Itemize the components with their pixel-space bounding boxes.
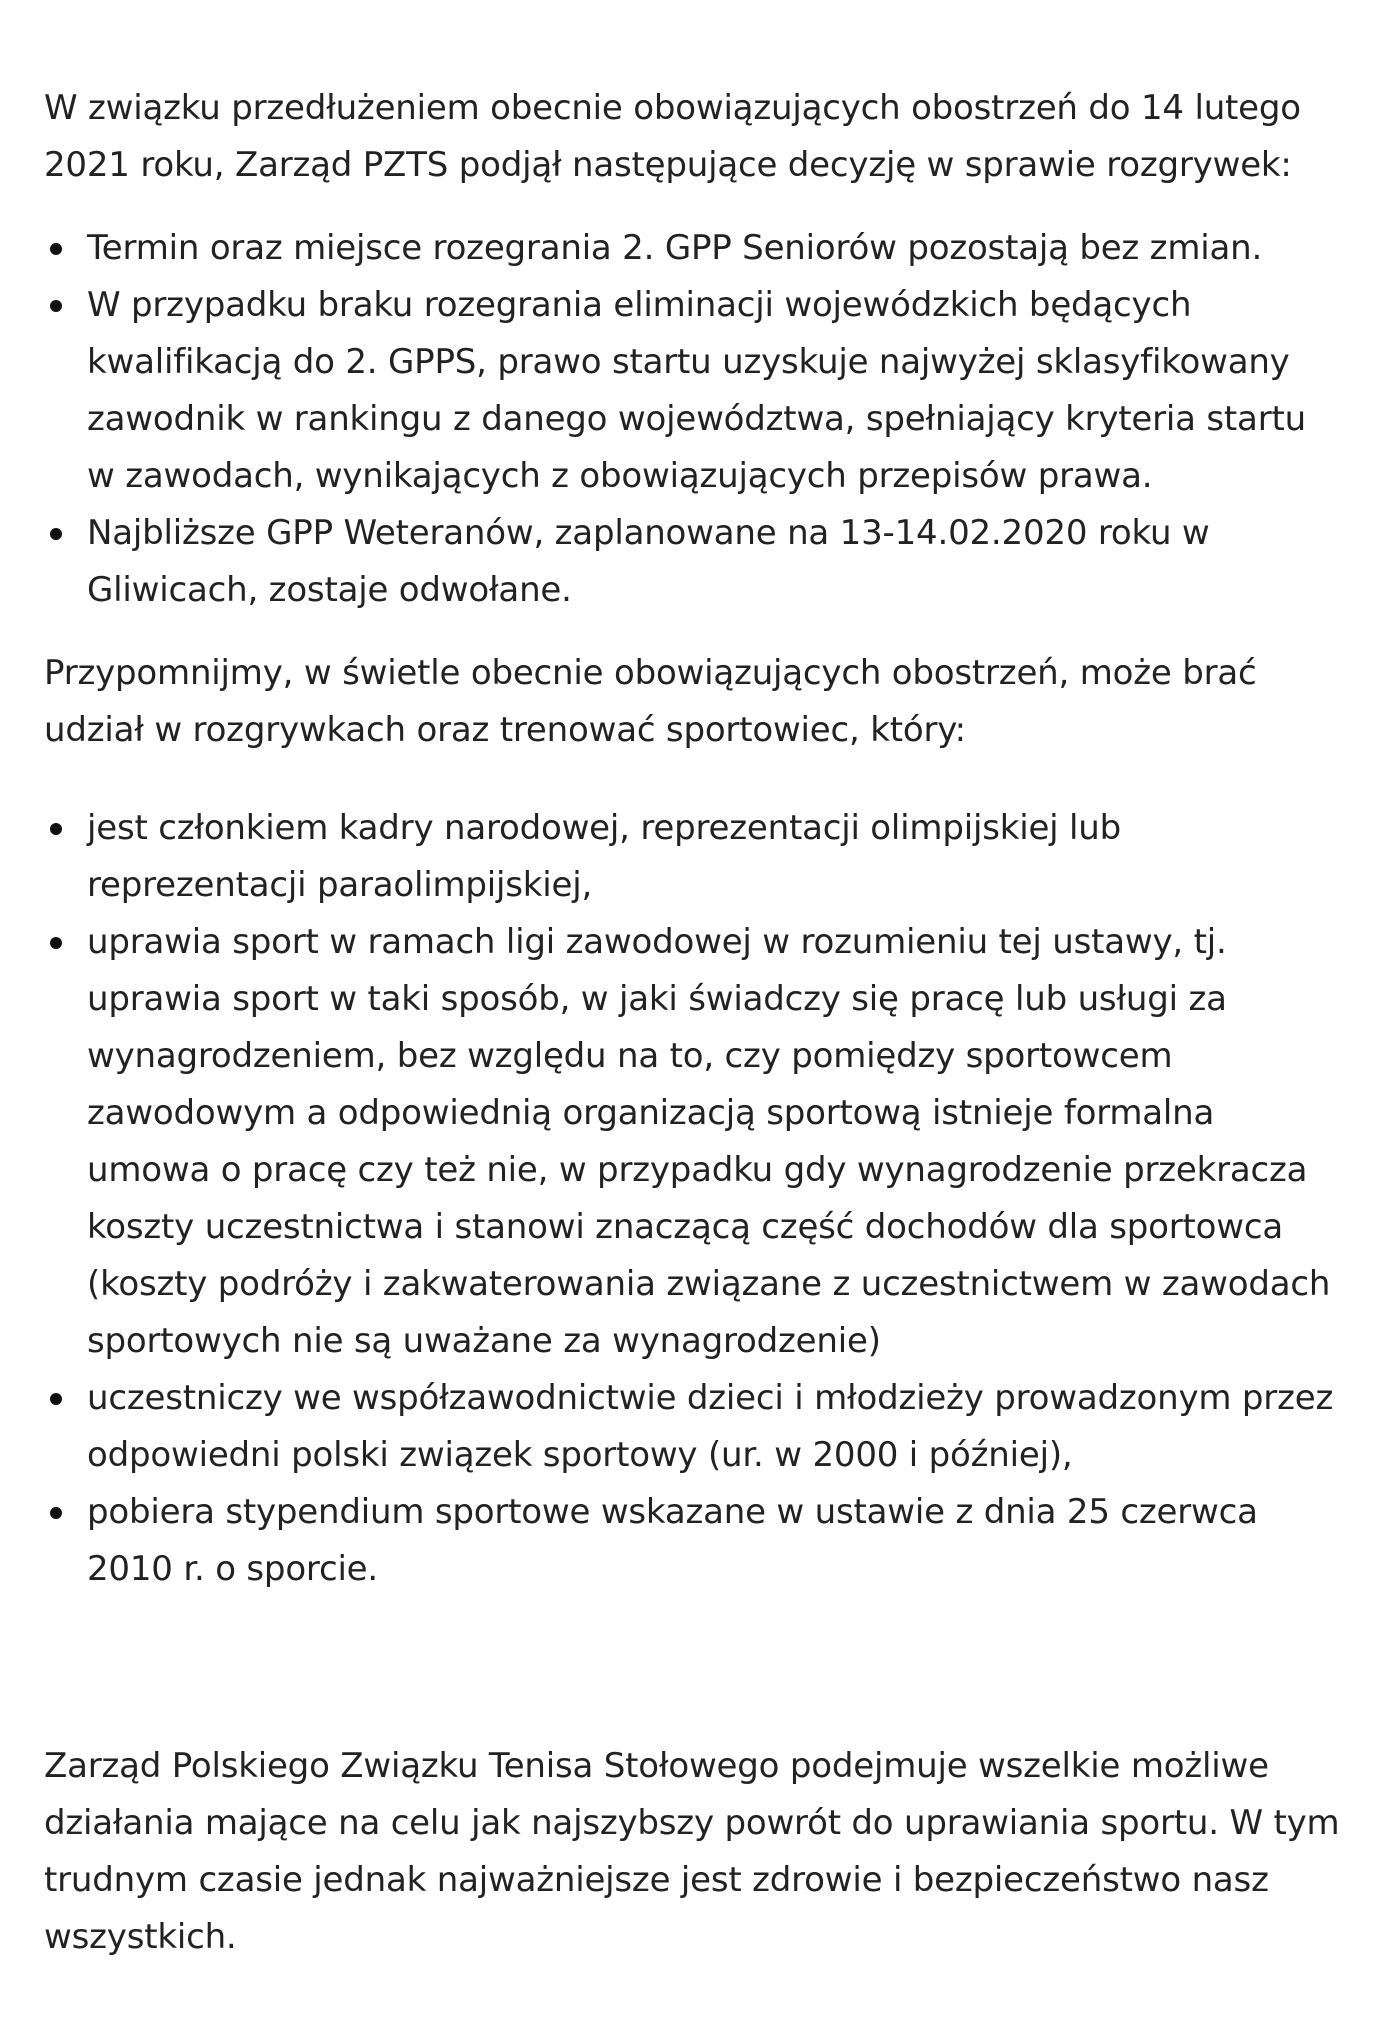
list-item: uczestniczy we współzawodnictwie dzieci i młodzieży prowadzonym przez odpowiedni polski związek sportowy (ur. w 2000 i później), xyxy=(44,1370,1340,1484)
list-item: pobiera stypendium sportowe wskazane w ustawie z dnia 25 czerwca 2010 r. o sporcie. xyxy=(44,1484,1340,1598)
decisions-list xyxy=(44,220,1340,619)
list-item: W przypadku braku rozegrania eliminacji wojewódzkich będących kwalifikacją do 2. GPPS, prawo startu uzyskuje najwyżej sklasyfikowany zawodnik w rankingu z danego województwa, spełniający kryteria startu w zawodach, wynikających z obowiązujących przepisów prawa. xyxy=(44,277,1340,505)
intro-paragraph: W związku przedłużeniem obecnie obowiązujących obostrzeń do 14 lutego 2021 roku, Zarząd PZTS podjął następujące decyzję w sprawie rozgrywek: xyxy=(44,88,1301,185)
list-item: jest członkiem kadry narodowej, reprezentacji olimpijskiej lub reprezentacji paraolimpijskiej, xyxy=(44,800,1340,914)
criteria-list xyxy=(44,800,1340,1598)
list-item: Termin oraz miejsce rozegrania 2. GPP Seniorów pozostają bez zmian. xyxy=(44,220,1340,277)
closing-paragraph: Zarząd Polskiego Związku Tenisa Stołowego podejmuje wszelkie możliwe działania mające na celu jak najszybszy powrót do uprawiania sportu. W tym trudnym czasie jednak najważniejsze jest zdrowie i bezpieczeństwo nasz wszystkich. xyxy=(44,1746,1340,1957)
reminder-paragraph: Przypomnijmy, w świetle obecnie obowiązujących obostrzeń, może brać udział w rozgrywkach oraz trenować sportowiec, który: xyxy=(44,653,1257,750)
list-item: uprawia sport w ramach ligi zawodowej w rozumieniu tej ustawy, tj. uprawia sport w taki sposób, w jaki świadczy się pracę lub usługi za wynagrodzeniem, bez względu na to, czy pomiędzy sportowcem zawodowym a odpowiednią organizacją sportową istnieje formalna umowa o pracę czy też nie, w przypadku gdy wynagrodzenie przekracza koszty uczestnictwa i stanowi znaczącą część dochodów dla sportowca (koszty podróży i zakwaterowania związane z uczestnictwem w zawodach sportowych nie są uważane za wynagrodzenie) xyxy=(44,914,1340,1370)
list-item: Najbliższe GPP Weteranów, zaplanowane na 13-14.02.2020 roku w Gliwicach, zostaje odwołane. xyxy=(44,505,1340,619)
